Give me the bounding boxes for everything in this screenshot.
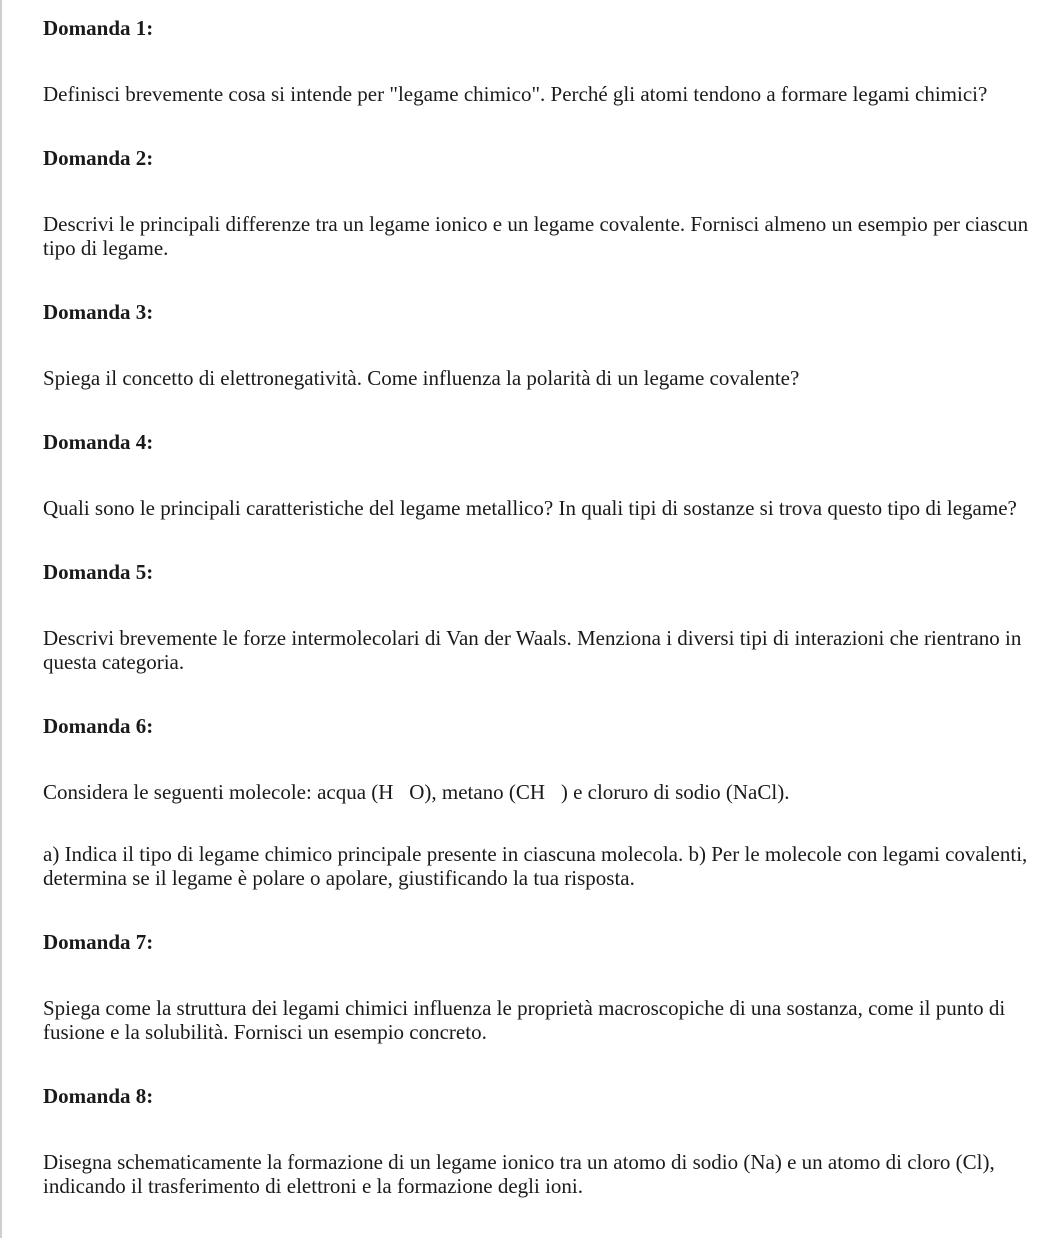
question-7 — [43, 928, 1049, 1044]
question-heading: Domanda 1: — [43, 16, 154, 40]
question-text-tasks: a) Indica il tipo di legame chimico principale presente in ciascuna molecola. b) Per le molecole con legami covalenti, determina se il legame è polare o apolare, giustificando la tua risposta. — [43, 842, 1028, 890]
page-left-border — [0, 0, 2, 1238]
question-8 — [43, 1082, 1049, 1198]
question-text: Definisci brevemente cosa si intende per "legame chimico". Perché gli atomi tendono a formare legami chimici? — [43, 82, 988, 106]
question-heading: Domanda 2: — [43, 146, 154, 170]
question-5 — [43, 558, 1049, 674]
question-6 — [43, 712, 1049, 890]
question-heading: Domanda 7: — [43, 930, 154, 954]
question-heading: Domanda 5: — [43, 560, 154, 584]
question-heading: Domanda 8: — [43, 1084, 154, 1108]
question-3 — [43, 298, 1049, 390]
question-text: Quali sono le principali caratteristiche del legame metallico? In quali tipi di sostanze si trova questo tipo di legame? — [43, 496, 1017, 520]
question-heading: Domanda 6: — [43, 714, 154, 738]
question-text: Descrivi le principali differenze tra un legame ionico e un legame covalente. Fornisci almeno un esempio per ciascun tipo di legame. — [43, 212, 1029, 260]
question-heading: Domanda 4: — [43, 430, 154, 454]
question-text: Spiega il concetto di elettronegatività. Come influenza la polarità di un legame covalente? — [43, 366, 800, 390]
document-body — [43, 14, 1049, 1236]
question-1 — [43, 14, 1049, 106]
question-text-intro: Considera le seguenti molecole: acqua (H O), metano (CH ) e cloruro di sodio (NaCl). — [43, 780, 790, 804]
question-heading: Domanda 3: — [43, 300, 154, 324]
question-2 — [43, 144, 1049, 260]
question-4 — [43, 428, 1049, 520]
question-text: Spiega come la struttura dei legami chimici influenza le proprietà macroscopiche di una sostanza, come il punto di fusione e la solubilità. Fornisci un esempio concreto. — [43, 996, 1006, 1044]
question-text: Descrivi brevemente le forze intermolecolari di Van der Waals. Menziona i diversi tipi di interazioni che rientrano in questa categoria. — [43, 626, 1022, 674]
question-text: Disegna schematicamente la formazione di un legame ionico tra un atomo di sodio (Na) e un atomo di cloro (Cl), indicando il trasferimento di elettroni e la formazione degli ioni. — [43, 1150, 995, 1198]
